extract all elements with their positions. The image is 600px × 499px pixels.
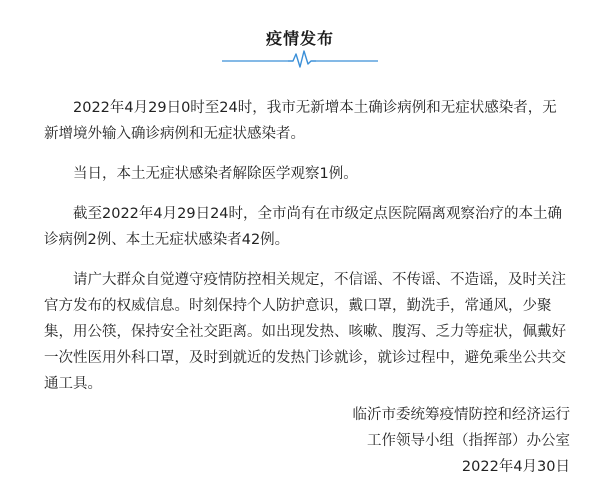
paragraph-in-treatment: 截至2022年4月29日24时，全市尚有在市级定点医院隔离观察治疗的本土确诊病例2例、本土无症状感染者42例。 [44,206,563,248]
heartbeat-divider-icon [222,48,378,70]
announcement-body [44,95,566,411]
signature-block [353,402,571,480]
paragraph-advice: 请广大群众自觉遵守疫情防控相关规定，不信谣、不传谣、不造谣，及时关注官方发布的权威信息。时刻保持个人防护意识，戴口罩，勤洗手，常通风，少聚集，用公筷，保持安全社交距离。如出现发热、咳嗽、腹泻、乏力等症状，佩戴好一次性医用外科口罩，及时到就近的发热门诊就诊，就诊过程中，避免乘坐公共交通工具。 [44,272,566,392]
signature-org-line2: 工作领导小组（指挥部）办公室 [367,433,570,449]
paragraph-released: 当日，本土无症状感染者解除医学观察1例。 [73,166,358,182]
page-header [0,26,600,49]
page-title: 疫情发布 [265,29,334,48]
paragraph-new-cases: 2022年4月29日0时至24时，我市无新增本土确诊病例和无症状感染者，无新增境外输入确诊病例和无症状感染者。 [44,100,557,142]
signature-date: 2022年4月30日 [461,459,570,475]
signature-org-line1: 临沂市委统筹疫情防控和经济运行 [352,407,570,423]
